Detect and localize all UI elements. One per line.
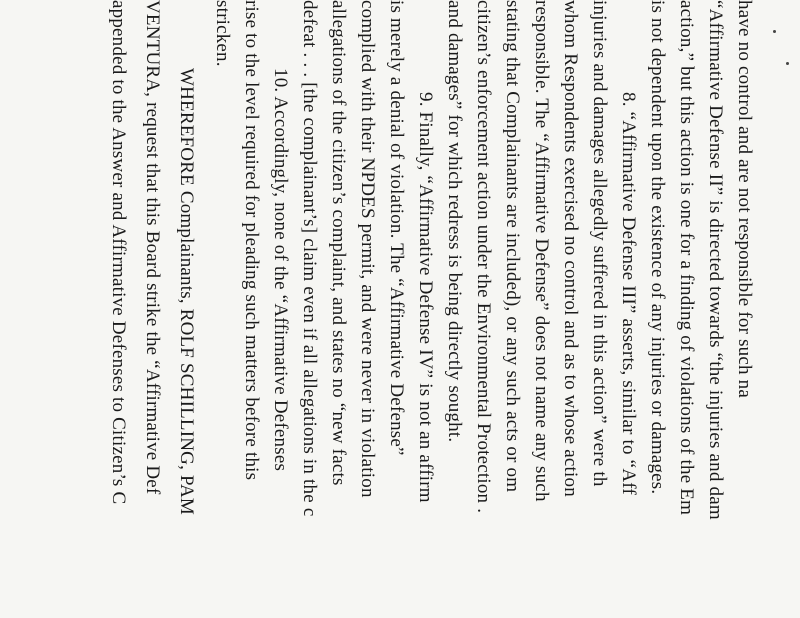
text-line: “Affirmative Defense II” is directed towards “the injuries and dam (705, 0, 726, 520)
text-line: defeat . . . [the complainant’s] claim even if all allegations in the c (299, 0, 320, 517)
text-line: is merely a denial of violation. The “Affirmative Defense” (386, 0, 407, 456)
text-line: stating that Complainants are included), or any such acts or om (502, 0, 523, 493)
rotated-document-text (100, 0, 760, 618)
text-line: allegations of the citizen’s complaint, and states no “new facts (328, 0, 349, 486)
text-line: stricken. (212, 0, 233, 67)
text-line: have no control and are not responsible for such na (734, 0, 755, 398)
text-line: complied with their NPDES permit, and were never in violation (357, 0, 378, 498)
text-line: WHEREFORE Complainants, ROLF SCHILLING, PAM (176, 68, 197, 516)
text-line: citizen’s enforcement action under the Environmental Protection . (473, 0, 494, 514)
text-line: 10. Accordingly, none of the “Affirmative Defenses (270, 68, 291, 472)
text-line: 8. “Affirmative Defense III” asserts, similar to “Aff (618, 92, 639, 495)
text-line: responsible. The “Affirmative Defense” does not name any such (531, 0, 552, 502)
text-line: injuries and damages allegedly suffered in this action” were th (589, 0, 610, 487)
text-line: rise to the level required for pleading such matters before this (241, 0, 262, 481)
scan-speck (773, 30, 776, 33)
text-line: and damages” for which redress is being directly sought. (444, 0, 465, 443)
scan-speck (786, 62, 789, 65)
text-line: action,” but this action is one for a finding of violations of the Em (676, 0, 697, 516)
text-line: VENTURA, request that this Board strike the “Affirmative Def (142, 0, 163, 495)
text-line: whom Respondents exercised no control and as to whose action (560, 0, 581, 497)
text-line: 9. Finally, “Affirmative Defense IV” is not an affirm (415, 92, 436, 503)
text-line: appended to the Answer and Affirmative Defenses to Citizen’s C (108, 0, 129, 505)
text-line: is not dependent upon the existence of any injuries or damages. (647, 0, 668, 495)
